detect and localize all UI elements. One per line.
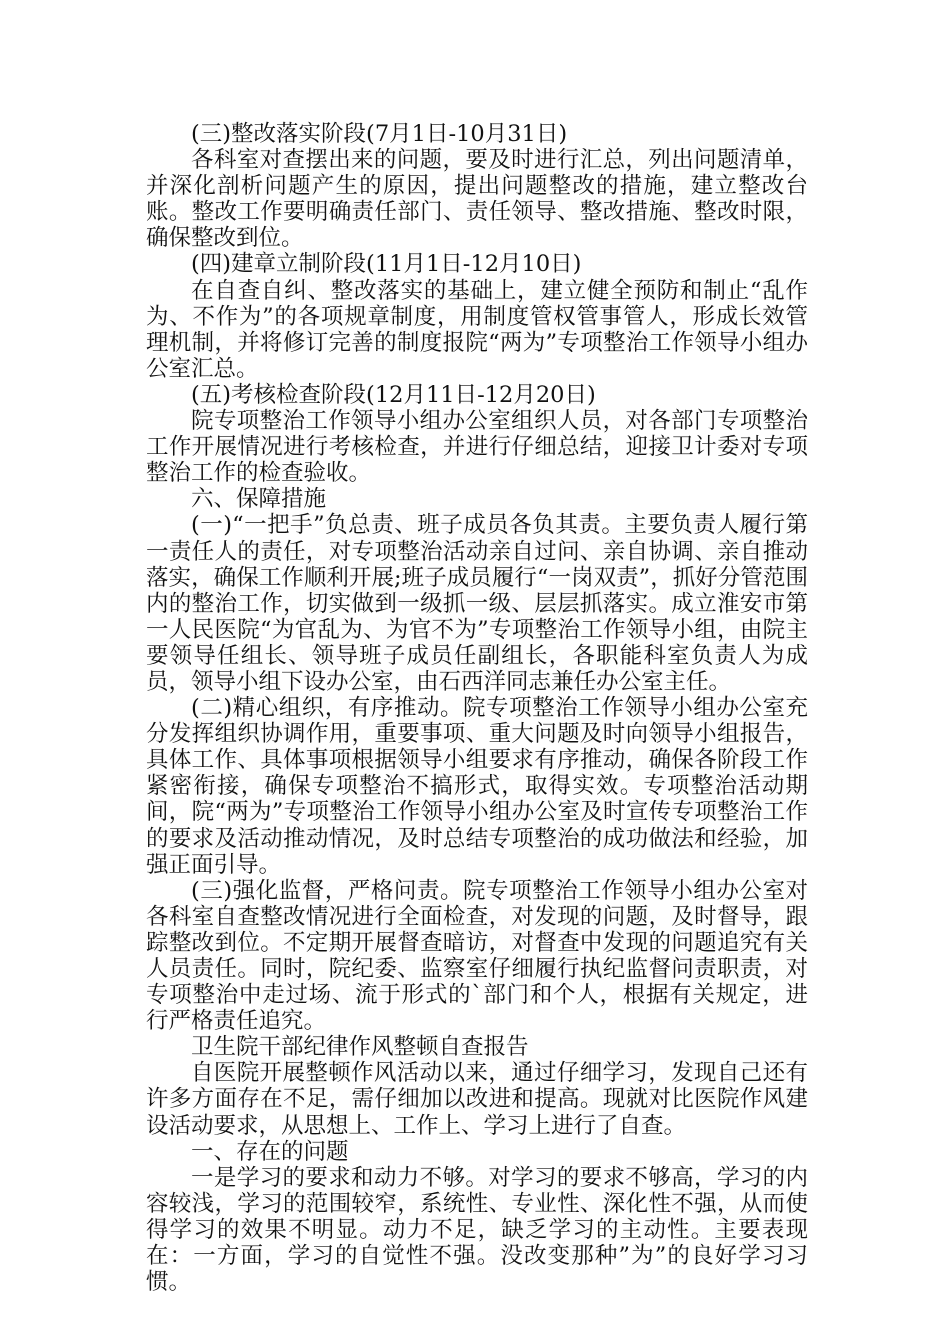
- document-body: [146, 121, 808, 1295]
- paragraph-report-intro: 自医院开展整顿作风活动以来，通过仔细学习，发现自己还有许多方面存在不足，需仔细加以改进和提高。现就对比医院作风建设活动要求，从思想上、工作上、学习上进行了自查。: [146, 1060, 808, 1139]
- paragraph-rectification: 各科室对查摆出来的问题，要及时进行汇总，列出问题清单，并深化剖析问题产生的原因，提出问题整改的措施，建立整改台账。整改工作要明确责任部门、责任领导、整改措施、整改时限，确保整改到位。: [146, 147, 808, 252]
- paragraph-organization: (二)精心组织，有序推动。院专项整治工作领导小组办公室充分发挥组织协调作用，重要事项、重大问题及时向领导小组报告，具体工作、具体事项根据领导小组要求有序推动，确保各阶段工作紧密衔接，确保专项整治不搞形式，取得实效。专项整治活动期间，院“两为”专项整治工作领导小组办公室及时宣传专项整治工作的要求及活动推动情况，及时总结专项整治的成功做法和经验，加强正面引导。: [146, 695, 808, 878]
- paragraph-assessment: 院专项整治工作领导小组办公室组织人员，对各部门专项整治工作开展情况进行考核检查，并进行仔细总结，迎接卫计委对专项整治工作的检查验收。: [146, 408, 808, 487]
- paragraph-leadership: (一)“一把手”负总责、班子成员各负其责。主要负责人履行第一责任人的责任，对专项整治活动亲自过问、亲自协调、亲自推动落实，确保工作顺利开展;班子成员履行“一岗双责”，抓好分管范围内的整治工作，切实做到一级抓一级、层层抓落实。成立淮安市第一人民医院“为官乱为、为官不为”专项整治工作领导小组，由院主要领导任组长、领导班子成员任副组长，各职能科室负责人为成员，领导小组下设办公室，由石西洋同志兼任办公室主任。: [146, 512, 808, 695]
- paragraph-problems: 一是学习的要求和动力不够。对学习的要求不够高，学习的内容较浅，学习的范围较窄，系统性、专业性、深化性不强，从而使得学习的效果不明显。动力不足，缺乏学习的主动性。主要表现在：一方面，学习的自觉性不强。没改变那种”为”的良好学习习惯。: [146, 1164, 808, 1296]
- section-heading-rules: (四)建章立制阶段(11月1日-12月10日): [191, 251, 582, 278]
- section-heading-rectification: (三)整改落实阶段(7月1日-10月31日): [191, 121, 568, 147]
- report-title: 卫生院干部纪律作风整顿自查报告: [191, 1034, 529, 1061]
- section-heading-problems: 一、存在的问题: [191, 1138, 349, 1165]
- section-heading-safeguards: 六、保障措施: [191, 486, 327, 513]
- section-heading-assessment: (五)考核检查阶段(12月11日-12月20日): [191, 381, 596, 408]
- paragraph-rules: 在自查自纠、整改落实的基础上，建立健全预防和制止“乱作为、不作为”的各项规章制度，用制度管权管事管人，形成长效管理机制，并将修订完善的制度报院“两为”专项整治工作领导小组办公室汇总。: [146, 277, 808, 382]
- paragraph-supervision: (三)强化监督，严格问责。院专项整治工作领导小组办公室对各科室自查整改情况进行全面检查，对发现的问题，及时督导，跟踪整改到位。不定期开展督查暗访，对督查中发现的问题追究有关人员责任。同时，院纪委、监察室仔细履行执纪监督问责职责，对专项整治中走过场、流于形式的`部门和个人，根据有关规定，进行严格责任追究。: [146, 877, 808, 1035]
